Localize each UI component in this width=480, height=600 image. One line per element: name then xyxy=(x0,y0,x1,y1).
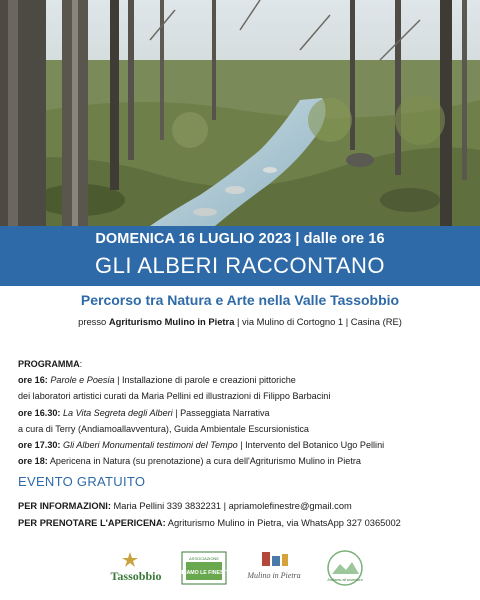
tassobbio-logo-text: Tassobbio xyxy=(110,569,162,583)
mulino-in-pietra-logo xyxy=(244,548,304,588)
header-band xyxy=(0,226,480,286)
apriamo-logo-small: ASSOCIAZIONE xyxy=(188,556,220,561)
andiamo-avventura-logo xyxy=(320,548,370,588)
hero-photo-forest-stream xyxy=(0,0,480,226)
program-item: ore 16.30: La Vita Segreta degli Alberi | Passeggiata Narrativa xyxy=(18,407,270,418)
address-venue: Agriturismo Mulino in Pietra xyxy=(108,316,235,327)
mulino-logo-text: Mulino in Pietra xyxy=(247,571,301,580)
address-prefix: presso xyxy=(78,316,109,327)
program-item: ore 16: Parole e Poesia | Installazione di parole e creazioni pittoriche xyxy=(18,375,296,386)
info-line: PER INFORMAZIONI: Maria Pellini 339 3832231 | apriamolefinestre@gmail.com xyxy=(18,501,352,511)
tassobbio-logo xyxy=(108,548,164,588)
free-event-label: EVENTO GRATUITO xyxy=(18,474,146,489)
program-item: ore 17.30: Gli Alberi Monumentali testimoni del Tempo | Intervento del Botanico Ugo Pellini xyxy=(18,440,385,451)
program-item-detail: a cura di Terry (Andiamoallavventura), Guida Ambientale Escursionistica xyxy=(18,423,309,434)
contact-info xyxy=(18,498,468,531)
booking-line: PER PRENOTARE L'APERICENA: Agriturismo Mulino in Pietra, via WhatsApp 327 0365002 xyxy=(18,517,401,528)
program-section xyxy=(18,356,468,469)
apriamo-le-finestre-logo xyxy=(174,548,234,588)
event-address xyxy=(0,316,480,327)
event-subtitle: Percorso tra Natura e Arte nella Valle Tassobbio xyxy=(80,292,400,308)
program-item-detail: dei laboratori artistici curati da Maria Pellini ed illustrazioni di Filippo Barbacini xyxy=(18,391,331,402)
program-heading: PROGRAMMA: xyxy=(18,359,83,369)
address-rest: | via Mulino di Cortogno 1 | Casina (RE) xyxy=(234,316,402,327)
andiamo-logo-text: Andiamo all'avventura xyxy=(327,578,363,582)
sponsor-logos xyxy=(0,548,480,588)
apriamo-logo-text: APRIAMO LE FINESTRE xyxy=(174,570,234,576)
event-date: DOMENICA 16 LUGLIO 2023 | dalle ore 16 xyxy=(95,231,385,247)
program-item: ore 18: Apericena in Natura (su prenotazione) a cura dell'Agriturismo Mulino in Pietra xyxy=(18,456,361,467)
event-title: GLI ALBERI RACCONTANO xyxy=(94,253,386,278)
